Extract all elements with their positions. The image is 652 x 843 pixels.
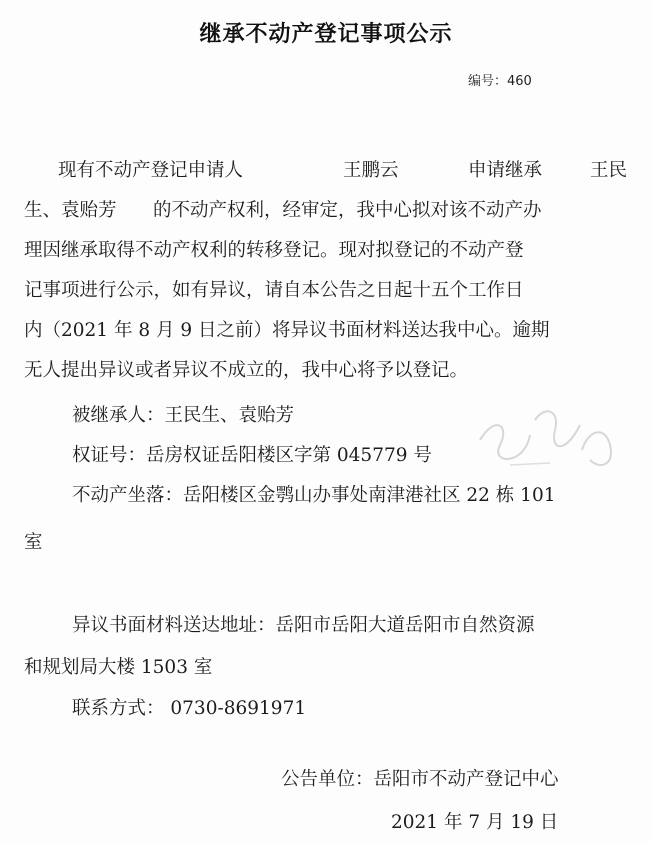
body-line-1b: 申请继承 [468,160,543,181]
faint-handwriting-svg [470,395,620,485]
body-line-4: 记事项进行公示，如有异议，请自本公告之日起十五个工作日 [24,280,524,301]
body-line-1c: 王民 [590,160,628,181]
document-title: 继承不动产登记事项公示 [199,22,453,47]
contact-line: 联系方式： 0730-8691971 [72,698,307,719]
body-line-6: 无人提出异议或者异议不成立的，我中心将予以登记。 [24,360,469,381]
applicant-name: 王鹏云 [343,160,399,181]
address-line-1: 异议书面材料送达地址：岳阳市岳阳大道岳阳市自然资源 [72,615,535,636]
issuer-line: 公告单位：岳阳市不动产登记中心 [281,769,559,790]
address-line-2: 和规划局大楼 1503 室 [24,657,213,678]
body-line-3: 理因继承取得不动产权利的转移登记。现对拟登记的不动产登 [24,240,524,261]
location-line-1: 不动产坐落：岳阳楼区金鹗山办事处南津港社区 22 栋 101 [72,485,556,506]
body-line-2b: 的不动产权利，经审定，我中心拟对该不动产办 [153,200,542,221]
certificate-line: 权证号：岳房权证岳阳楼区字第 045779 号 [72,445,432,466]
location-line-2: 室 [24,532,43,553]
serial-number: 编号：460 [468,74,532,89]
date-line: 2021 年 7 月 19 日 [391,812,559,833]
body-line-1a: 现有不动产登记申请人 [58,160,244,181]
faint-handwriting-mark [470,395,620,485]
heir-line: 被继承人：王民生、袁贻芳 [72,405,295,426]
body-line-5: 内（2021 年 8 月 9 日之前）将异议书面材料送达我中心。逾期 [24,320,550,341]
body-line-2a: 生、袁贻芳 [24,200,117,221]
